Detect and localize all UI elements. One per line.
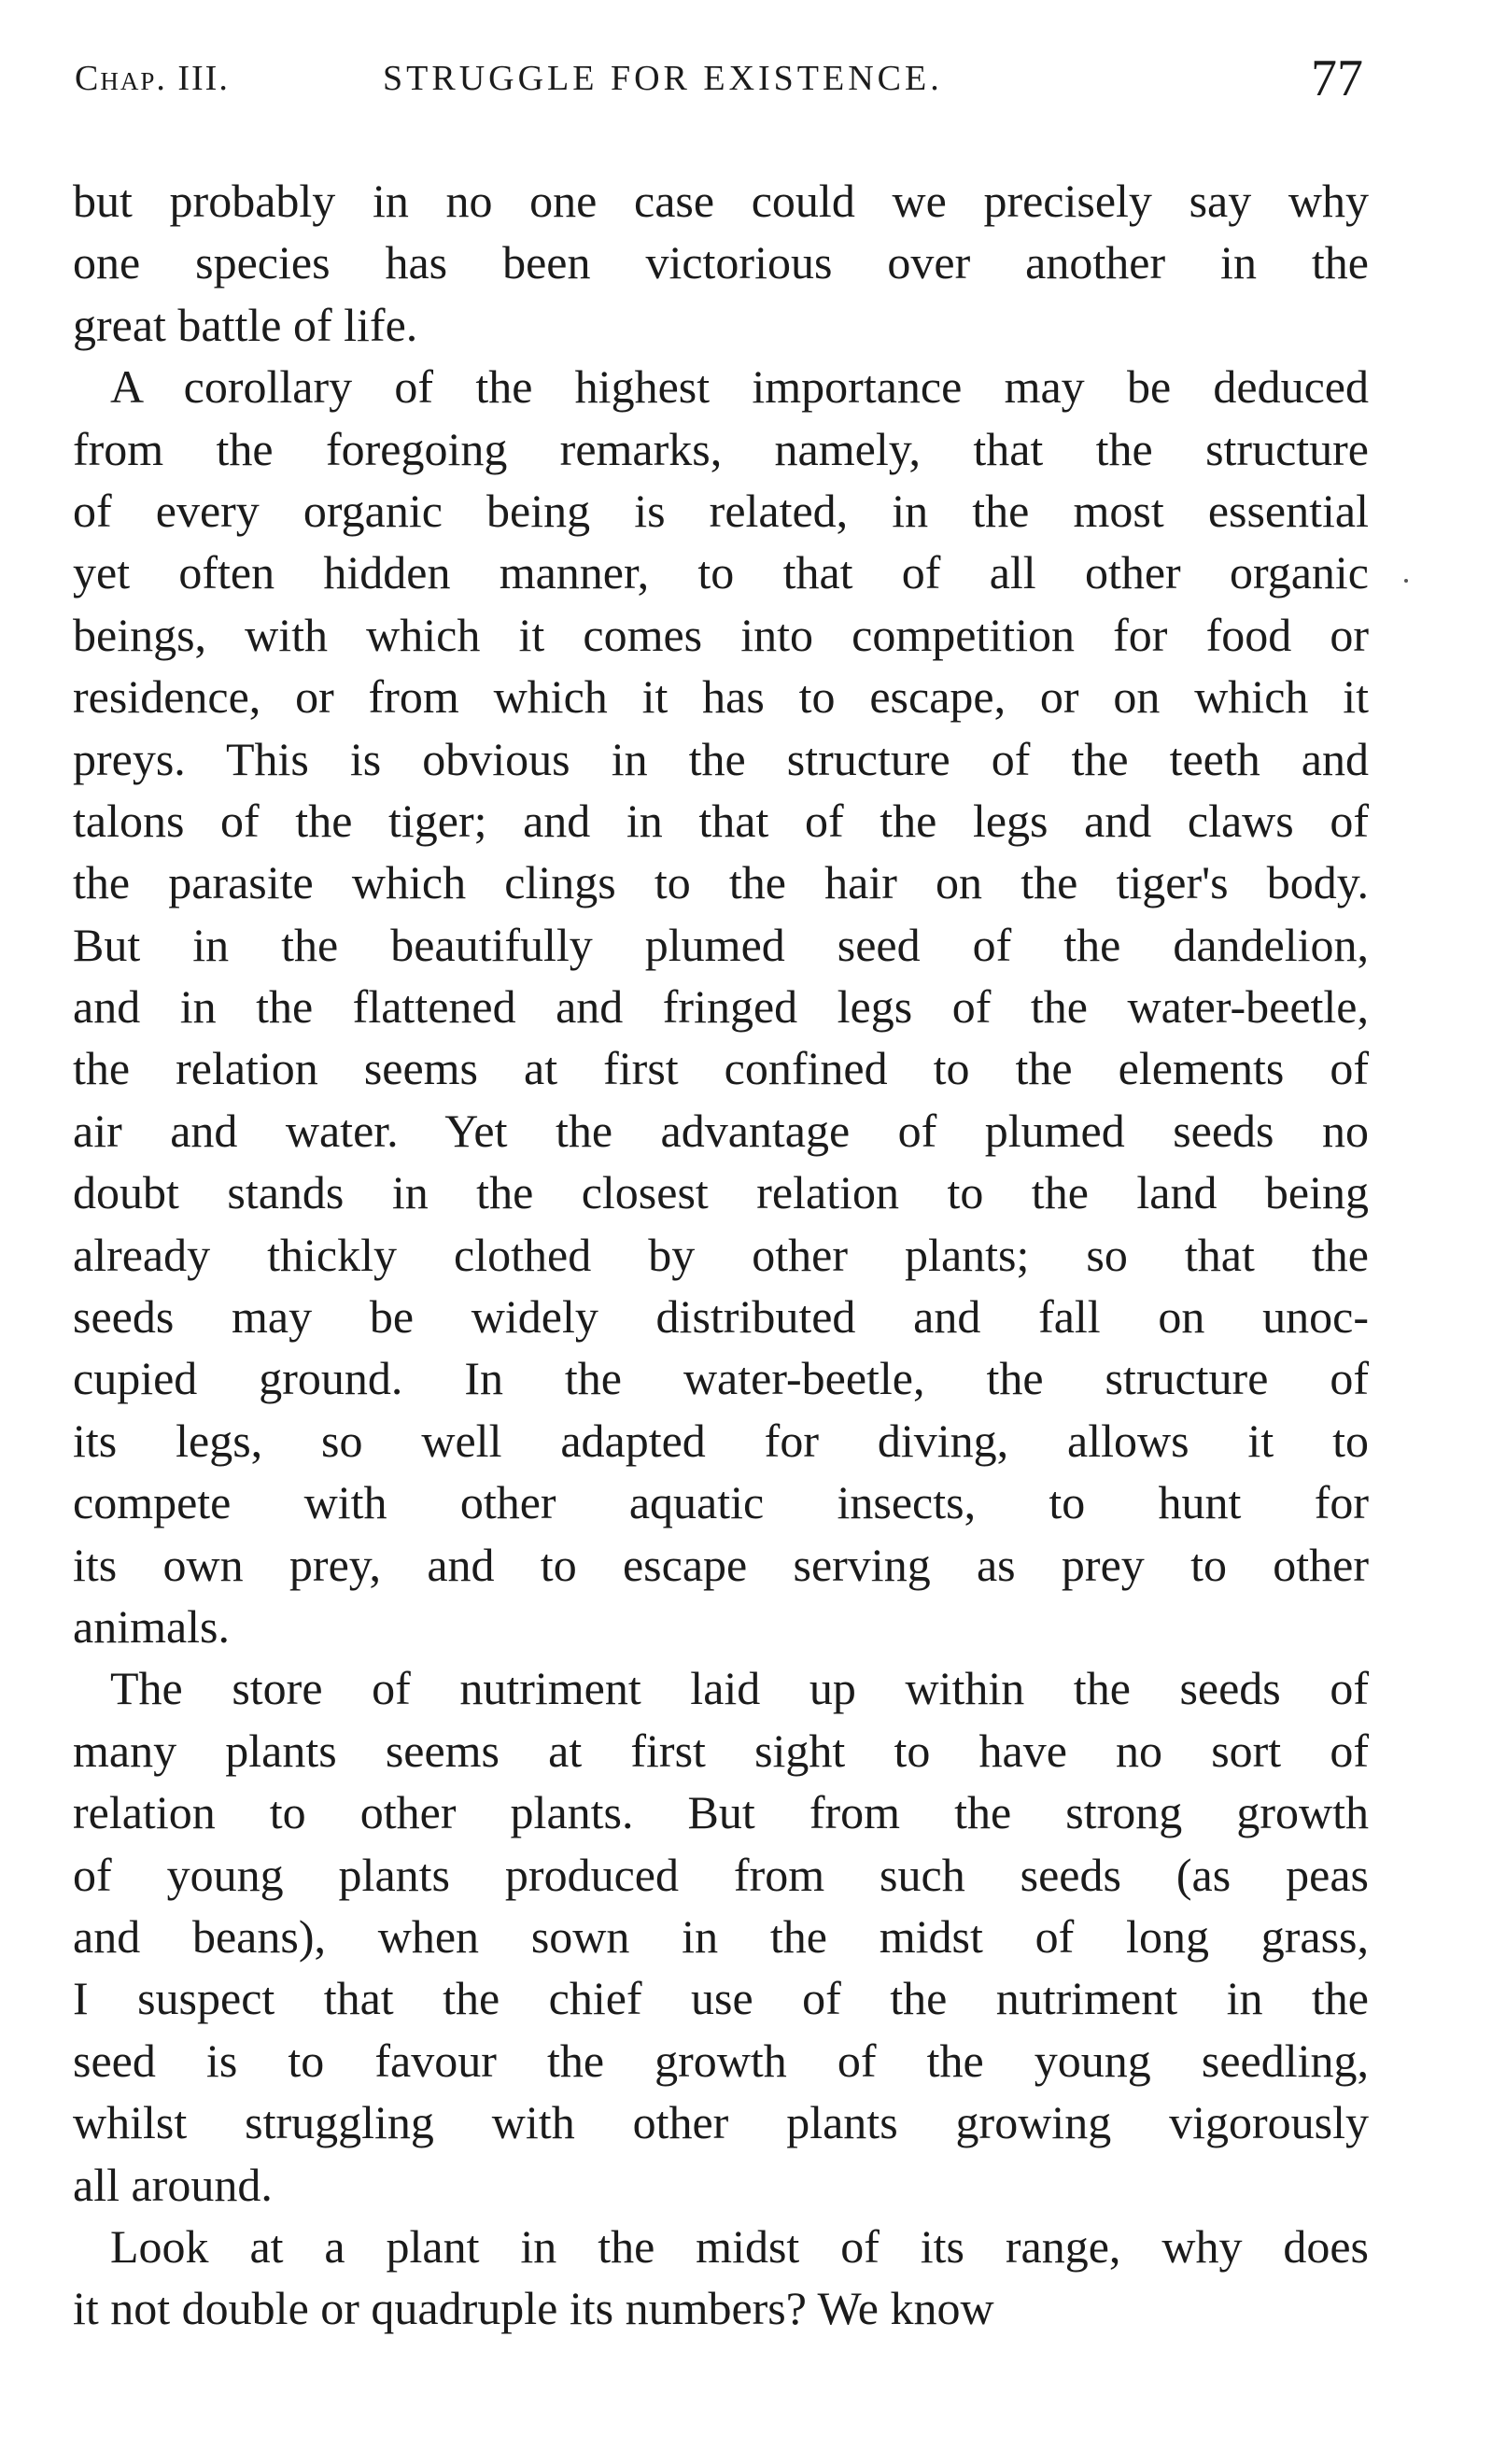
text-line: talons of the tiger; and in that of the legs and claws of — [73, 794, 1369, 847]
text-line: and beans), when sown in the midst of long grass, — [73, 1909, 1369, 1963]
running-title: STRUGGLE FOR EXISTENCE. — [383, 59, 943, 98]
margin-speck — [1404, 579, 1408, 583]
body-text — [73, 170, 1369, 2340]
text-line: from the foregoing remarks, namely, that the structure — [73, 422, 1369, 475]
text-line: all around. — [73, 2158, 273, 2211]
text-line: But in the beautifully plumed seed of the dandelion, — [73, 918, 1369, 971]
text-line: A corollary of the highest importance may be deduced — [110, 360, 1369, 414]
page-number: 77 — [1311, 49, 1363, 107]
text-line: its own prey, and to escape serving as prey to other — [73, 1538, 1369, 1591]
text-line: the relation seems at first confined to the elements of — [73, 1042, 1369, 1095]
text-line: cupied ground. In the water-beetle, the structure of — [73, 1352, 1369, 1405]
text-line: seeds may be widely distributed and fall on unoc- — [73, 1290, 1369, 1344]
text-line: relation to other plants. But from the strong growth — [73, 1786, 1369, 1839]
text-line: whilst struggling with other plants growing vigorously — [73, 2096, 1369, 2149]
text-line: its legs, so well adapted for diving, allows it to — [73, 1414, 1369, 1467]
text-line: and in the flattened and fringed legs of the water-beetle, — [73, 980, 1369, 1034]
paragraph — [73, 356, 1369, 1657]
text-line: the parasite which clings to the hair on the tiger's body. — [73, 856, 1369, 909]
text-line: seed is to favour the growth of the young seedling, — [73, 2034, 1369, 2087]
text-line: many plants seems at first sight to have no sort of — [73, 1724, 1369, 1777]
text-line: but probably in no one case could we precisely say why — [73, 175, 1369, 227]
text-line: yet often hidden manner, to that of all other organic — [73, 546, 1369, 599]
text-line: The store of nutriment laid up within the seeds of — [110, 1662, 1369, 1715]
text-line: of young plants produced from such seeds (as peas — [73, 1848, 1369, 1901]
text-line: animals. — [73, 1599, 231, 1653]
text-line: compete with other aquatic insects, to hunt for — [73, 1476, 1369, 1529]
chapter-label: Chap. III. — [75, 59, 230, 98]
paragraph — [73, 2216, 1369, 2340]
text-line: I suspect that the chief use of the nutriment in the — [73, 1972, 1369, 2025]
text-line: great battle of life. — [73, 298, 418, 351]
text-line: preys. This is obvious in the structure of the teeth and — [73, 732, 1369, 785]
text-line: one species has been victorious over another in the — [73, 236, 1369, 289]
text-line: already thickly clothed by other plants; so that the — [73, 1228, 1369, 1281]
text-line: air and water. Yet the advantage of plumed seeds no — [73, 1104, 1369, 1157]
text-line: beings, with which it comes into competition for food or — [73, 608, 1369, 661]
paragraph — [73, 1657, 1369, 2216]
running-head — [75, 49, 1363, 114]
paragraph — [73, 170, 1369, 356]
text-line: of every organic being is related, in the most essential — [73, 484, 1369, 537]
text-line: it not double or quadruple its numbers? We know — [73, 2282, 994, 2335]
text-line: residence, or from which it has to escape, or on which it — [73, 670, 1369, 724]
text-line: Look at a plant in the midst of its range, why does — [110, 2219, 1369, 2273]
text-line: doubt stands in the closest relation to the land being — [73, 1166, 1369, 1219]
